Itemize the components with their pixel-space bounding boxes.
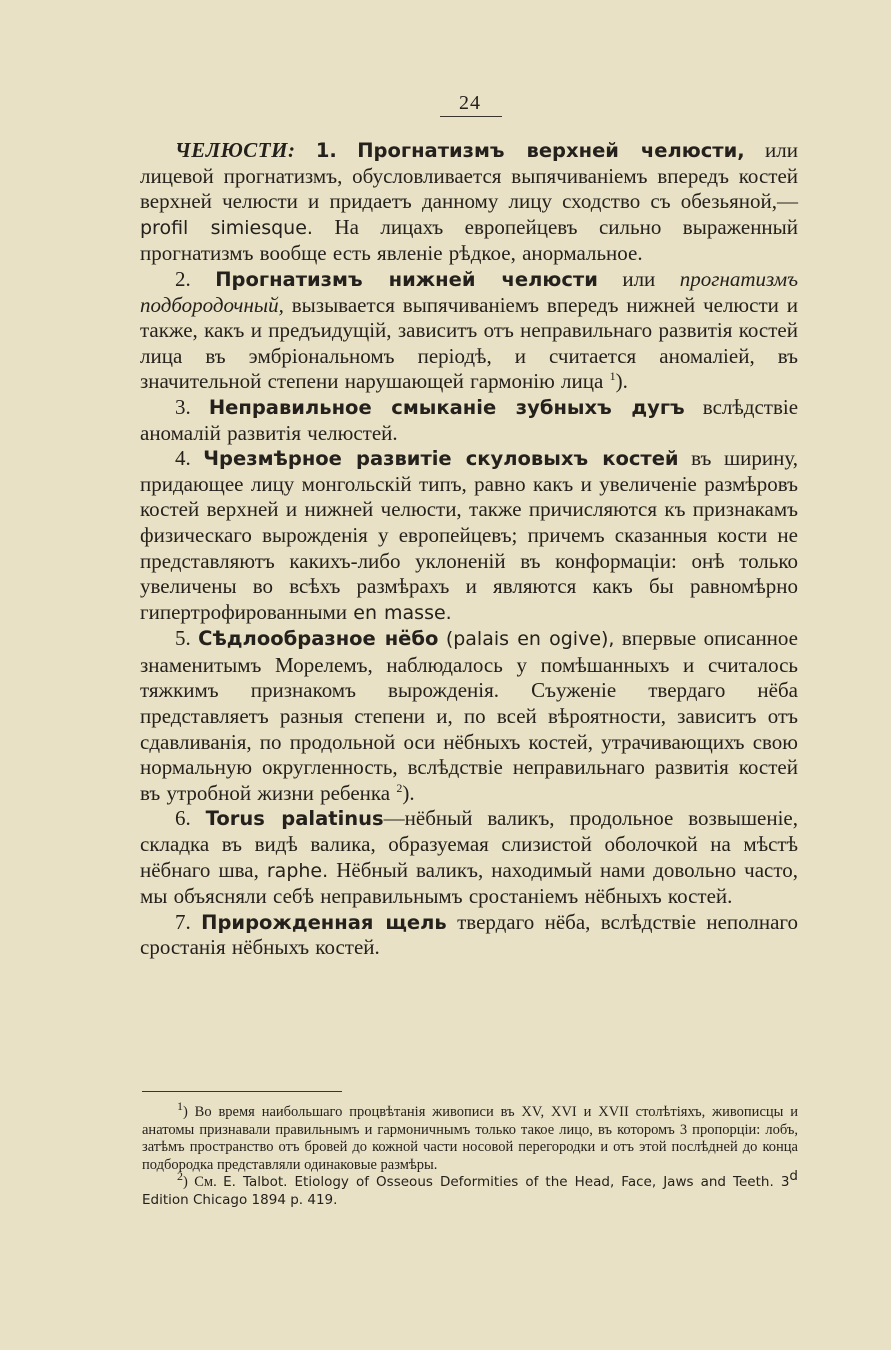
item-3-number: 3.: [175, 394, 191, 419]
item-1-title: Прогнатизмъ верхней челюсти,: [357, 139, 745, 162]
paragraph-item-6: [140, 806, 798, 909]
footnote-ref-1: 1: [609, 369, 616, 384]
paragraph-item-4: [140, 446, 798, 626]
item-2-end: ).: [615, 369, 628, 394]
item-6-number: 6.: [175, 806, 191, 831]
footnote-2-edition-sup: d: [789, 1168, 798, 1185]
paragraph-item-2: [140, 267, 798, 395]
item-5-text: впервые описанное знаменитымъ Морелемъ, наблюдалось у помѣшанныхъ и считалось тяжкимъ признакомъ вырожденія. Съуженіе твердаго нёба представляетъ разныя степени и, по всей вѣроятности, зависитъ отъ сдавливанія, по продольной оси нёбныхъ костей, утрачивающихъ свою нормальную округленность, вслѣдствіе неправильнаго развитія костей въ утробной жизни ребенка: [140, 626, 798, 805]
footnote-2-reference: E. Talbot. Etiology of Osseous Deformities of the Head, Face, Jaws and Teeth. 3: [223, 1174, 790, 1190]
item-2-text: вызывается выпячиваніемъ впередъ нижней челюсти и также, какъ и предъидущій, зависитъ отъ неправильнаго развитія костей лица въ эмбріональномъ періодѣ, и считается аномаліей, въ значительной степени нарушающей гармонію лица: [140, 292, 798, 394]
item-7-text: твердаго нёба, вслѣдствіе неполнаго сростанія нёбныхъ костей.: [140, 909, 799, 960]
item-6-text-b: Нёбный валикъ, находимый нами довольно часто, мы объясняли себѣ неправильнымъ сростаніемъ нёбныхъ костей.: [140, 857, 799, 909]
item-4-text-a: въ ширину, придающее лицу монгольскій типъ, равно какъ и увеличеніе размѣровъ костей верхней и нижней челюсти, также причисляются къ признакамъ физическаго вырожденія у европейцевъ; причемъ сказанныя кости не представляютъ какихъ-либо уклоненій въ конформаціи: онѣ только увеличены во всѣхъ размѣрахъ и являются какъ бы равномѣрно гипертрофированными: [140, 446, 798, 624]
item-7-number: 7.: [175, 909, 191, 934]
footnote-divider: [142, 1091, 342, 1092]
item-5-latin: (palais en ogive),: [445, 628, 615, 651]
page-number: 24: [459, 92, 481, 114]
item-2-italic: прогнатизмъ подбородочный,: [140, 266, 799, 317]
footnote-1: [142, 1099, 798, 1174]
item-1-text-b: На лицахъ европейцевъ сильно выраженный прогнатизмъ вообще есть явленіе рѣдкое, анормальное.: [140, 214, 799, 266]
item-6-title: Torus palatinus: [205, 807, 384, 831]
item-4-number: 4.: [175, 446, 191, 471]
footnote-1-mark: 1: [177, 1099, 183, 1114]
page-number-rule: [440, 116, 502, 117]
item-3-text: вслѣдствіе аномалій развитія челюстей.: [140, 394, 799, 445]
footnote-2-mark: 2: [177, 1169, 183, 1184]
item-6-text-a: —нёбный валикъ, продольное возвышеніе, складка въ видѣ валика, образуемая слизистой оболочкой на мѣстѣ нёбнаго шва,: [140, 806, 798, 882]
item-4-latin: en masse.: [353, 601, 452, 624]
footnote-2-text: ) См.: [183, 1174, 217, 1190]
item-2-number: 2.: [175, 266, 191, 291]
item-5-title: Сѣдлообразное нёбо: [198, 627, 439, 651]
paragraph-item-3: [140, 395, 798, 446]
footnotes: [142, 1099, 798, 1209]
footnote-2: [142, 1168, 798, 1209]
item-4-title: Чрезмѣрное развитіе скуловыхъ костей: [203, 447, 679, 471]
footnote-2-reference-end: Edition Chicago 1894 p. 419.: [142, 1191, 338, 1208]
paragraph-item-5: [140, 626, 798, 806]
paragraph-item-7: [140, 910, 798, 961]
item-1-number: 1.: [315, 139, 337, 162]
item-3-title: Неправильное смыканіе зубныхъ дугъ: [208, 395, 685, 419]
item-5-end: ).: [402, 780, 415, 805]
item-7-title: Прирожденная щель: [201, 910, 447, 934]
item-2-title: Прогнатизмъ нижней челюсти: [215, 267, 598, 291]
item-5-number: 5.: [175, 626, 191, 651]
item-1-text-a: или лицевой прогнатизмъ, обусловливается выпячиваніемъ впередъ костей верхней челюсти и придаетъ данному лицу сходство съ обезьяной,—: [140, 138, 798, 214]
section-heading: ЧЕЛЮСТИ:: [175, 138, 296, 162]
footnote-ref-2: 2: [396, 780, 403, 795]
paragraph-item-1: [140, 138, 798, 267]
footnote-1-text: ) Во время наибольшаго процвѣтанія живописи въ XV, XVI и XVII столѣтіяхъ, живописцы и анатомы признавали правильнымъ и гармоничнымъ только такое лицо, въ которомъ 3 пропорціи: лобъ, затѣмъ пространство отъ бровей до кожной части носовой перегородки и отъ этой послѣдней до конца подбородка представляли одинаковые размѣры.: [142, 1104, 798, 1173]
item-6-latin: raphe.: [266, 859, 329, 882]
item-1-latin: profil simiesque.: [140, 216, 313, 239]
item-2-or: или: [622, 266, 656, 291]
main-text: [140, 138, 798, 961]
